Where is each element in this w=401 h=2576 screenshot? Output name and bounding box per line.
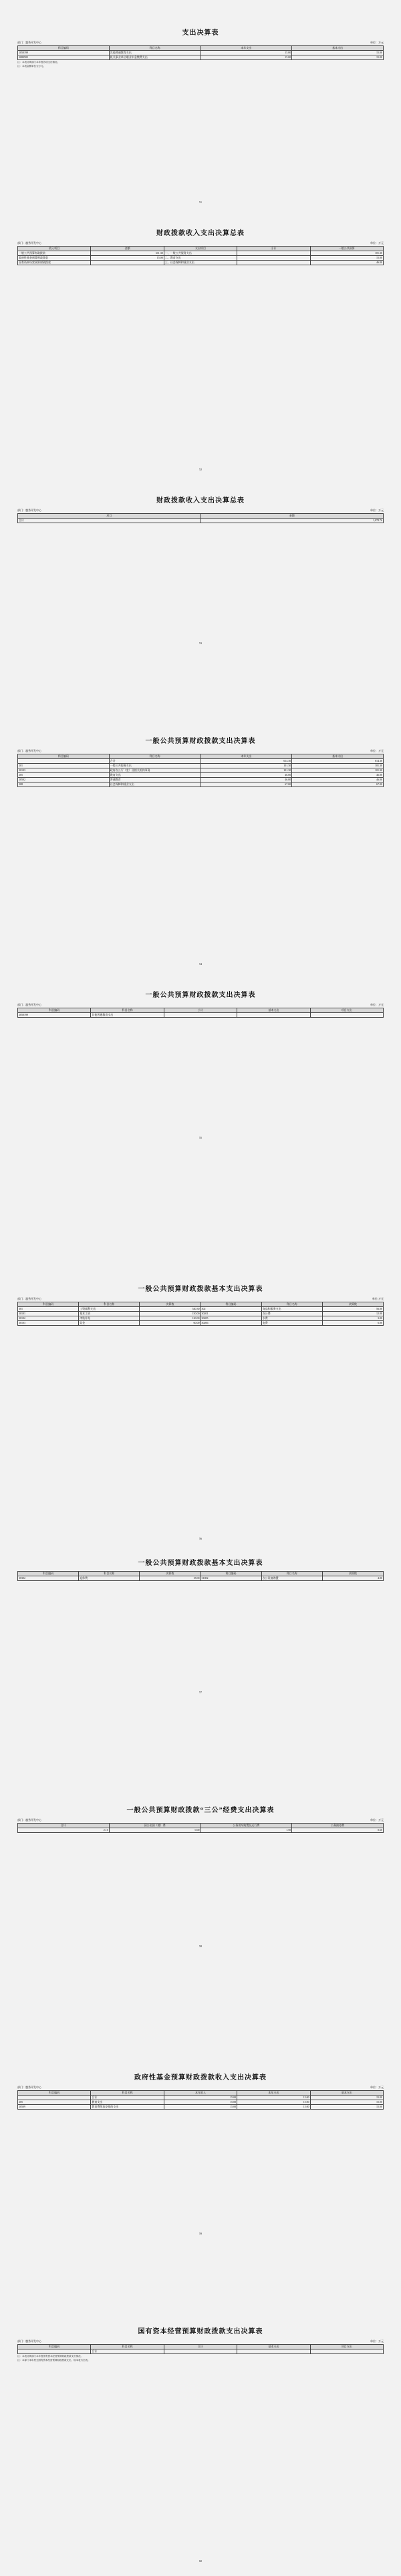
table-cell: 101.30 (292, 764, 384, 768)
table-cell: 3.00 (322, 1316, 383, 1321)
state-capital-table (17, 2344, 384, 2354)
table-cell: 合计 (91, 2096, 164, 2100)
table-cell: 67.00 (200, 782, 292, 787)
table-cell: 15.00 (237, 2105, 310, 2110)
table-cell: 31002 (200, 1576, 261, 1581)
column-header: 本年支出 (200, 754, 292, 759)
table-cell: 46.00 (200, 778, 292, 782)
header-row (18, 1572, 384, 1576)
table-cell: 46.00 (310, 261, 383, 265)
table-cell: 2050199 (18, 1013, 91, 1018)
page-basic-expenditure: 一般公共预算财政拨款基本支出决算表 部门：越秀开发中心 单位:万元 科目编码 科目名称 决算数 科目编码 科目名称 决算数 301 工资福利支出 540.30 302 商品和服务支出 56.00 30101 基本工资 150.00 30201 办公费 12.00 30102 津贴补贴 120.00 30205 水费 3.00 30103 奖金 60.00 30206 电费 6.00 (17, 1286, 384, 1324)
page-title: 支出决算表 (182, 29, 219, 37)
table-cell: 30201 (200, 1312, 261, 1316)
table-cell: 奖金 (79, 1321, 140, 1326)
table-row (18, 1316, 384, 1321)
table-cell: 办公费 (261, 1312, 322, 1316)
column-header: 公务用车购置及运行费 (200, 1824, 292, 1828)
table-cell: 18.00 (140, 1576, 200, 1581)
table-cell: 办公设备购置 (261, 1576, 322, 1581)
page-title: 财政拨款收入支出决算总表 (156, 230, 245, 237)
column-header: 科目名称 (109, 46, 200, 51)
page-expenditure (17, 27, 384, 68)
header-row (18, 247, 384, 251)
table-cell: 301 (18, 1307, 79, 1312)
column-header: 项目支出 (310, 2345, 383, 2349)
table-row (18, 55, 384, 60)
table-cell (18, 2096, 91, 2100)
table-row (18, 2100, 384, 2105)
table-row (18, 1576, 384, 1581)
column-header: 科目编码 (18, 1008, 91, 1013)
column-header: 本年收入 (164, 2091, 237, 2096)
table-cell (237, 1013, 310, 1018)
table-row (18, 261, 384, 265)
column-header: 基本支出 (310, 2091, 383, 2096)
table-cell: 15.00 (310, 2100, 383, 2105)
table-cell: 2080505 (18, 55, 110, 60)
column-header: 基本支出 (237, 1008, 310, 1013)
column-header: 科目编码 (18, 1302, 79, 1307)
header-row (18, 1302, 384, 1307)
table-row (18, 1312, 384, 1316)
table-cell: 政府性基金预算财政拨款 (18, 256, 91, 261)
table-cell: 其他普通教育支出 (109, 51, 200, 55)
header-row (18, 1824, 384, 1828)
column-header: 科目名称 (261, 1572, 322, 1576)
table-cell: 30302 (18, 1576, 79, 1581)
column-header: 收入项目 (18, 247, 91, 251)
table-cell: 205 (18, 2100, 91, 2105)
column-header: 基本支出 (237, 2345, 310, 2349)
column-header: 小计 (237, 247, 310, 251)
table-cell: 208 (18, 782, 110, 787)
column-header: 合计 (18, 1824, 110, 1828)
table-cell: 67.00 (292, 782, 384, 787)
column-header: 支出项目 (164, 247, 237, 251)
table-row (18, 519, 384, 523)
table-cell: 一、一般公共服务支出 (164, 251, 237, 256)
table-cell: 20509 (18, 2105, 91, 2110)
table-row (18, 778, 384, 782)
table-cell: 15.00 (164, 2105, 237, 2110)
table-cell: 30206 (200, 1321, 261, 1326)
table-cell (237, 256, 310, 261)
column-header: 决算数 (322, 1572, 383, 1576)
table-cell: 一般公共预算财政拨款 (18, 251, 91, 256)
table-cell: 2050199 (18, 51, 110, 55)
table-cell: 电费 (261, 1321, 322, 1326)
table-cell: 0.60 (292, 1828, 384, 1833)
page-three-public: 一般公共预算财政拨款“三公”经费支出决算表 部门：越秀开发中心 单位：万元 合计 因公出国（境）费 公务用车购置及运行费 公务接待费 2.10 0.00 1.50 0.60 (17, 1807, 384, 1832)
header-row (18, 754, 384, 759)
table-cell: 30205 (200, 1316, 261, 1321)
table-cell: 120.00 (140, 1316, 200, 1321)
column-header: 金额 (91, 247, 164, 251)
header-row (18, 1008, 384, 1013)
fiscal-total-table (17, 246, 384, 265)
table-cell: 其他普通教育支出 (91, 1013, 164, 1018)
table-cell: 商品和服务支出 (261, 1307, 322, 1312)
table-cell: 国有资本经营预算财政拨款 (18, 261, 91, 265)
column-header: 基本支出 (292, 754, 384, 759)
table-cell: 4.00 (322, 1576, 383, 1581)
table-cell: 15.00 (310, 2096, 383, 2100)
column-header: 决算数 (140, 1572, 200, 1576)
column-header: 科目名称 (91, 2091, 164, 2096)
basic-expenditure-cont-table (17, 1571, 384, 1581)
table-cell: 1,078.76 (200, 519, 384, 523)
table-cell: 150.00 (140, 1312, 200, 1316)
table-cell: 三、社会保障和就业支出 (164, 261, 237, 265)
table-cell: 2.10 (18, 1828, 110, 1833)
table-cell: 15.00 (310, 256, 383, 261)
page-gov-fund: 政府性基金预算财政拨款收入支出决算表 部门：越秀开发中心 单位：万元 科目编码 科目名称 本年收入 本年支出 基本支出 合计 15.00 15.00 15.00 205 教育支出 15.00 15.00 15.00 20509 教育费附加安排的支出 15.00 15.00 15.00 (17, 2074, 384, 2108)
table-cell: 普通教育 (109, 778, 200, 782)
table-cell: 15.00 (91, 256, 164, 261)
table-cell: 合计 (109, 759, 200, 764)
expenditure-table (17, 45, 384, 60)
table-cell: 津贴补贴 (79, 1316, 140, 1321)
table-row (18, 251, 384, 256)
note: 注：本表反映部门本年度各项支出情况。 (17, 61, 59, 63)
column-header: 科目编码 (200, 1572, 261, 1576)
column-header: 公务接待费 (292, 1824, 384, 1828)
table-cell: 20103 (18, 768, 110, 773)
table-cell: 15.00 (237, 2096, 310, 2100)
column-header: 小计 (164, 1008, 237, 1013)
table-cell: 15.00 (310, 2105, 383, 2110)
table-cell: 机关事业单位职业年金缴费支出 (109, 55, 200, 60)
header-row (18, 514, 384, 519)
table-cell: 46.00 (292, 773, 384, 778)
note: 注：本表金额单位为万元。 (17, 65, 45, 67)
table-cell: 教育费附加安排的支出 (91, 2105, 164, 2110)
table-cell: 二、教育支出 (164, 256, 237, 261)
note: 注：本表反映部门本年度国有资本经营预算财政拨款支出情况。 (17, 2355, 83, 2357)
table-cell: 30101 (18, 1312, 79, 1316)
table-row (18, 1828, 384, 1833)
table-row (18, 256, 384, 261)
column-header: 科目名称 (79, 1302, 140, 1307)
column-header: 科目名称 (261, 1302, 322, 1307)
column-header: 科目编码 (200, 1302, 261, 1307)
table-cell: 政府办公厅（室）及相关机构事务 (109, 768, 200, 773)
fiscal-total-cont-table (17, 513, 384, 523)
table-cell: 302 (200, 1307, 261, 1312)
table-cell: 205 (18, 773, 110, 778)
table-cell: 540.30 (140, 1307, 200, 1312)
table-cell: 46.00 (292, 778, 384, 782)
column-header: 本年支出 (200, 46, 292, 51)
column-header: 科目编码 (18, 46, 110, 51)
column-header: 科目编码 (18, 2091, 91, 2096)
table-cell (18, 2349, 91, 2354)
table-cell: 社会保障和就业支出 (109, 782, 200, 787)
table-row (18, 773, 384, 778)
table-row (18, 2105, 384, 2110)
table-row (18, 1321, 384, 1326)
column-header: 科目名称 (79, 1572, 140, 1576)
table-cell (310, 1013, 383, 1018)
column-header: 项目 (18, 514, 201, 519)
header-row (18, 2345, 384, 2349)
table-row (18, 768, 384, 773)
column-header: 本年支出 (237, 2091, 310, 2096)
table-cell: 30102 (18, 1316, 79, 1321)
page-general-budget: 一般公共预算财政拨款支出决算表 部门：越秀开发中心 单位：万元 科目编码 科目名称 本年支出 基本支出 合计 614.30 614.30 201 一般公共服务支出 101.30 101.30 20103 政府办公厅（室）及相关机构事务 101.30 101.30 205 教育支出 46.00 46.00 20502 普通教育 46.00 46.00 208 社会保障和就业支出 67.00 67.00 (17, 738, 384, 786)
table-cell: 1.50 (200, 1828, 292, 1833)
column-header: 因公出国（境）费 (109, 1824, 200, 1828)
table-cell: 合计 (91, 2349, 164, 2354)
column-header: 科目编码 (18, 2345, 91, 2349)
table-cell: 一般公共服务支出 (109, 764, 200, 768)
table-cell (237, 251, 310, 256)
table-cell: 101.30 (200, 764, 292, 768)
column-header: 科目编码 (18, 754, 110, 759)
table-cell: 工资福利支出 (79, 1307, 140, 1312)
table-cell: 30103 (18, 1321, 79, 1326)
page-state-capital: 国有资本经营预算财政拨款支出决算表 部门：越秀开发中心 单位：万元 科目编码 科目名称 合计 基本支出 项目支出 合计 注：本表反映部门本年度国有资本经营预算财政拨款支出情况。 注：本部门本年度无国有资本经营预算财政拨款支出，故本表为空表。 (17, 2328, 384, 2362)
table-cell: 20502 (18, 778, 110, 782)
table-row (18, 2096, 384, 2100)
table-cell: 60.00 (140, 1321, 200, 1326)
gov-fund-table (17, 2090, 384, 2110)
column-header: 合计 (164, 2345, 237, 2349)
table-cell: 15.00 (164, 2100, 237, 2105)
table-row (18, 782, 384, 787)
header-row (18, 46, 384, 51)
table-cell: 201 (18, 764, 110, 768)
table-cell: 退休费 (79, 1576, 140, 1581)
table-cell: 水费 (261, 1316, 322, 1321)
basic-expenditure-table (17, 1302, 384, 1326)
table-cell: 教育支出 (109, 773, 200, 778)
table-cell: 614.30 (200, 759, 292, 764)
table-row (18, 2349, 384, 2354)
column-header: 科目名称 (91, 1008, 164, 1013)
table-cell (164, 1013, 237, 1018)
column-header: 项目支出 (310, 1008, 383, 1013)
table-cell: 教育支出 (91, 2100, 164, 2105)
page-general-budget-cont: 一般公共预算财政拨款支出决算表 部门：越秀开发中心 单位：万元 科目编码 科目名称 小计 基本支出 项目支出 2050199 其他普通教育支出 (17, 992, 384, 1016)
table-cell: 101.30 (310, 251, 383, 256)
table-cell: 15.00 (200, 55, 292, 60)
unit-label: 单位：万元 (370, 41, 384, 44)
column-header: 科目编码 (18, 1572, 79, 1576)
table-cell (237, 261, 310, 265)
table-cell: 15.00 (164, 2096, 237, 2100)
table-cell: 0.00 (109, 1828, 200, 1833)
table-cell (91, 261, 164, 265)
column-header: 金额 (200, 514, 384, 519)
column-header: 决算数 (322, 1302, 383, 1307)
table-cell: 15.00 (292, 51, 384, 55)
column-header: 科目名称 (109, 754, 200, 759)
header-row (18, 2091, 384, 2096)
column-header: 基本支出 (292, 46, 384, 51)
general-budget-table (17, 754, 384, 787)
page-fiscal-total: 财政拨款收入支出决算总表 部门：越秀开发中心 单位：万元 收入项目 金额 支出项目 小计 一般公共预算 一般公共预算财政拨款 611.30 一、一般公共服务支出 101.30 政府性基金预算财政拨款 15.00 二、教育支出 15.00 国有资本经营预算财政拨款 三、社会保障和就业支出 46.00 (17, 227, 384, 265)
table-cell (18, 759, 110, 764)
table-cell: 46.00 (200, 773, 292, 778)
column-header: 一般公共预算 (310, 247, 383, 251)
table-cell: 基本工资 (79, 1312, 140, 1316)
table-cell: 611.30 (91, 251, 164, 256)
table-cell (310, 2349, 383, 2354)
table-cell: 合计 (18, 519, 201, 523)
table-cell: 15.00 (237, 2100, 310, 2105)
table-cell: 101.30 (200, 768, 292, 773)
dept-label: 部门：越秀开发中心 (17, 41, 41, 44)
table-row (18, 764, 384, 768)
table-row (18, 1307, 384, 1312)
table-cell (164, 2349, 237, 2354)
note: 注：本部门本年度无国有资本经营预算财政拨款支出，故本表为空表。 (17, 2359, 90, 2362)
table-cell (237, 2349, 310, 2354)
general-budget-cont-table (17, 1008, 384, 1018)
column-header: 科目名称 (91, 2345, 164, 2349)
table-cell: 101.30 (292, 768, 384, 773)
table-cell: 56.00 (322, 1307, 383, 1312)
page-basic-expenditure-cont: 一般公共预算财政拨款基本支出决算表 科目编码 科目名称 决算数 科目编码 科目名称 决算数 30302 退休费 18.00 31002 办公设备购置 4.00 (19, 1560, 382, 1580)
page-fiscal-total-cont: 财政拨款收入支出决算总表 部门：越秀开发中心 单位：万元 项目 金额 合计 1,078.76 (17, 497, 384, 522)
table-row (18, 759, 384, 764)
table-cell: 12.00 (322, 1312, 383, 1316)
table-row (18, 51, 384, 55)
three-public-table (17, 1823, 384, 1833)
table-cell: 15.00 (200, 51, 292, 55)
table-cell: 6.00 (322, 1321, 383, 1326)
column-header: 决算数 (140, 1302, 200, 1307)
table-row (18, 1013, 384, 1018)
table-cell: 15.00 (292, 55, 384, 60)
table-cell: 614.30 (292, 759, 384, 764)
page-number: 51 (199, 200, 202, 204)
